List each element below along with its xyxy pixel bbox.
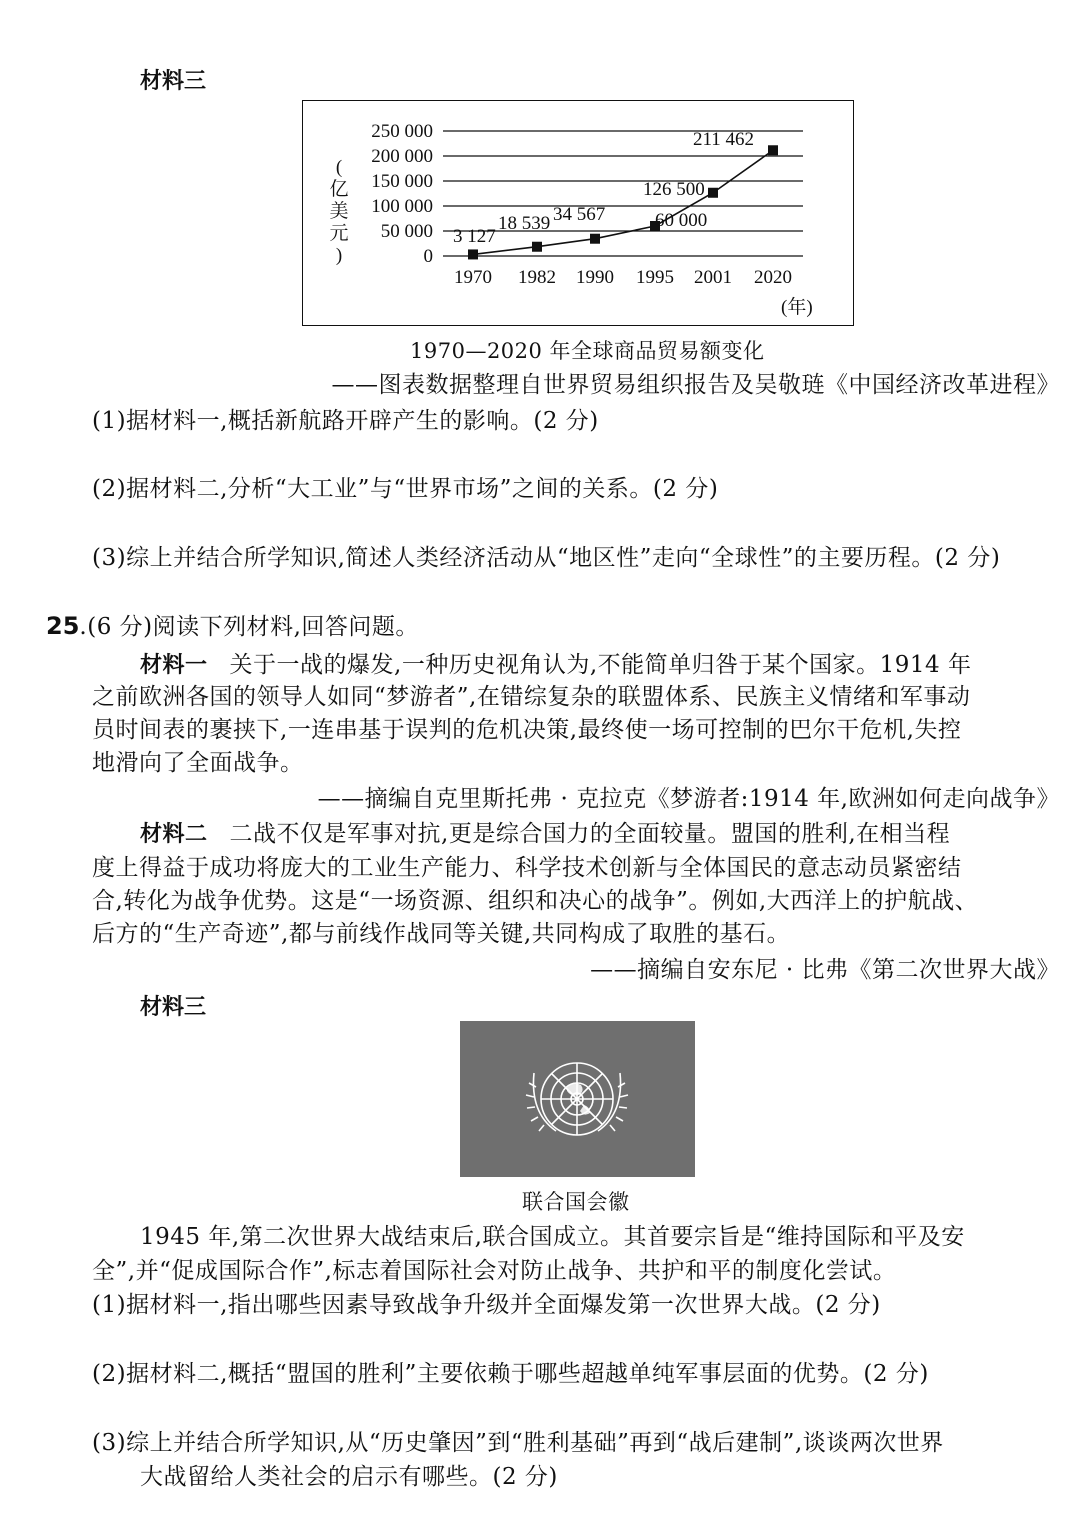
question-number: 25	[46, 612, 80, 640]
data-point	[708, 188, 718, 198]
data-point	[768, 145, 778, 155]
trade-chart-frame	[302, 100, 854, 326]
material2-source: ——摘编自安东尼 · 比弗《第二次世界大战》	[590, 957, 1060, 983]
y-tick-label: 50 000	[380, 221, 433, 242]
data-label: 211 462	[693, 129, 755, 150]
un-emblem-image	[460, 1021, 695, 1177]
q25-question-3-cont: 大战留给人类社会的启示有哪些。(2 分)	[140, 1464, 558, 1490]
emblem-caption: 联合国会徽	[522, 1190, 630, 1214]
y-axis-label-char: (	[335, 157, 343, 178]
y-tick-label: 100 000	[371, 196, 433, 217]
q24-question-1: (1)据材料一,概括新航路开辟产生的影响。(2 分)	[92, 408, 599, 434]
material2-text: 二战不仅是军事对抗,更是综合国力的全面较量。盟国的胜利,在相当程	[229, 821, 951, 847]
material2-line: 后方的“生产奇迹”,都与前线作战同等关键,共同构成了取胜的基石。	[92, 921, 791, 947]
material1-source: ——摘编自克里斯托弗 · 克拉克《梦游者:1914 年,欧洲如何走向战争》	[317, 786, 1060, 812]
material3-line: 全”,并“促成国际合作”,标志着国际社会对防止战争、共护和平的制度化尝试。	[92, 1258, 897, 1284]
y-tick-label: 250 000	[371, 121, 433, 142]
q24-question-3: (3)综上并结合所学知识,简述人类经济活动从“地区性”走向“全球性”的主要历程。(2 分)	[92, 545, 1001, 571]
trade-line-chart	[303, 101, 853, 325]
material1-line: 员时间表的裹挟下,一连串基于误判的危机决策,最终使一场可控制的巴尔干危机,失控	[92, 717, 962, 743]
q25-intro: .(6 分)阅读下列材料,回答问题。	[79, 614, 419, 640]
data-point	[590, 234, 600, 244]
x-tick-label: 1982	[518, 267, 556, 288]
data-label: 3 127	[453, 226, 496, 247]
material2-line: 度上得益于成功将庞大的工业生产能力、科学技术创新与全体国民的意志动员紧密结	[92, 855, 962, 881]
chart-y-label	[329, 157, 348, 266]
material3-label: 材料三	[140, 69, 207, 94]
material3-text: 1945 年,第二次世界大战结束后,联合国成立。其首要宗旨是“维持国际和平及安	[140, 1224, 965, 1250]
data-label: 126 500	[643, 179, 705, 200]
y-axis-label-char: 美	[329, 201, 349, 222]
x-tick-label: 2001	[694, 267, 732, 288]
material3-label: 材料三	[140, 995, 207, 1020]
q25-question-3: (3)综上并结合所学知识,从“历史肇因”到“胜利基础”再到“战后建制”,谈谈两次世界	[92, 1430, 944, 1456]
chart-caption: 1970—2020 年全球商品贸易额变化	[410, 339, 765, 363]
x-tick-label: 1990	[576, 267, 614, 288]
x-tick-label: 1970	[454, 267, 492, 288]
x-tick-label: 2020	[754, 267, 792, 288]
material1-line: 地滑向了全面战争。	[92, 750, 304, 776]
chart-source: ——图表数据整理自世界贸易组织报告及吴敬琏《中国经济改革进程》	[331, 372, 1060, 398]
material2-label: 材料二	[140, 822, 208, 847]
x-tick-label: 1995	[636, 267, 674, 288]
chart-y-ticks	[371, 121, 433, 267]
q25-question-2: (2)据材料二,概括“盟国的胜利”主要依赖于哪些超越单纯军事层面的优势。(2 分)	[92, 1361, 929, 1387]
data-label: 60 000	[655, 210, 708, 231]
data-label: 18 539	[498, 213, 551, 234]
y-axis-label-char: )	[335, 245, 343, 266]
data-label: 34 567	[553, 204, 606, 225]
q24-question-2: (2)据材料二,分析“大工业”与“世界市场”之间的关系。(2 分)	[92, 476, 719, 502]
data-point	[468, 249, 478, 259]
q25-question-1: (1)据材料一,指出哪些因素导致战争升级并全面爆发第一次世界大战。(2 分)	[92, 1292, 881, 1318]
y-tick-label: 150 000	[371, 171, 433, 192]
material1-text: 关于一战的爆发,一种历史视角认为,不能简单归咎于某个国家。1914 年	[229, 652, 972, 678]
material1-line: 之前欧洲各国的领导人如同“梦游者”,在错综复杂的联盟体系、民族主义情绪和军事动	[92, 684, 971, 710]
chart-x-label: (年)	[781, 297, 813, 318]
un-emblem-icon	[460, 1021, 695, 1177]
y-tick-label: 200 000	[371, 146, 433, 167]
y-axis-label-char: 元	[329, 223, 349, 244]
chart-points	[468, 145, 778, 259]
material1-label: 材料一	[140, 653, 208, 678]
y-tick-label: 0	[423, 246, 433, 267]
series-line	[473, 150, 773, 254]
y-axis-label-char: 亿	[329, 179, 349, 200]
chart-x-ticks	[454, 267, 792, 288]
data-point	[532, 242, 542, 252]
material2-line: 合,转化为战争优势。这是“一场资源、组织和决心的战争”。例如,大西洋上的护航战、	[92, 888, 979, 914]
